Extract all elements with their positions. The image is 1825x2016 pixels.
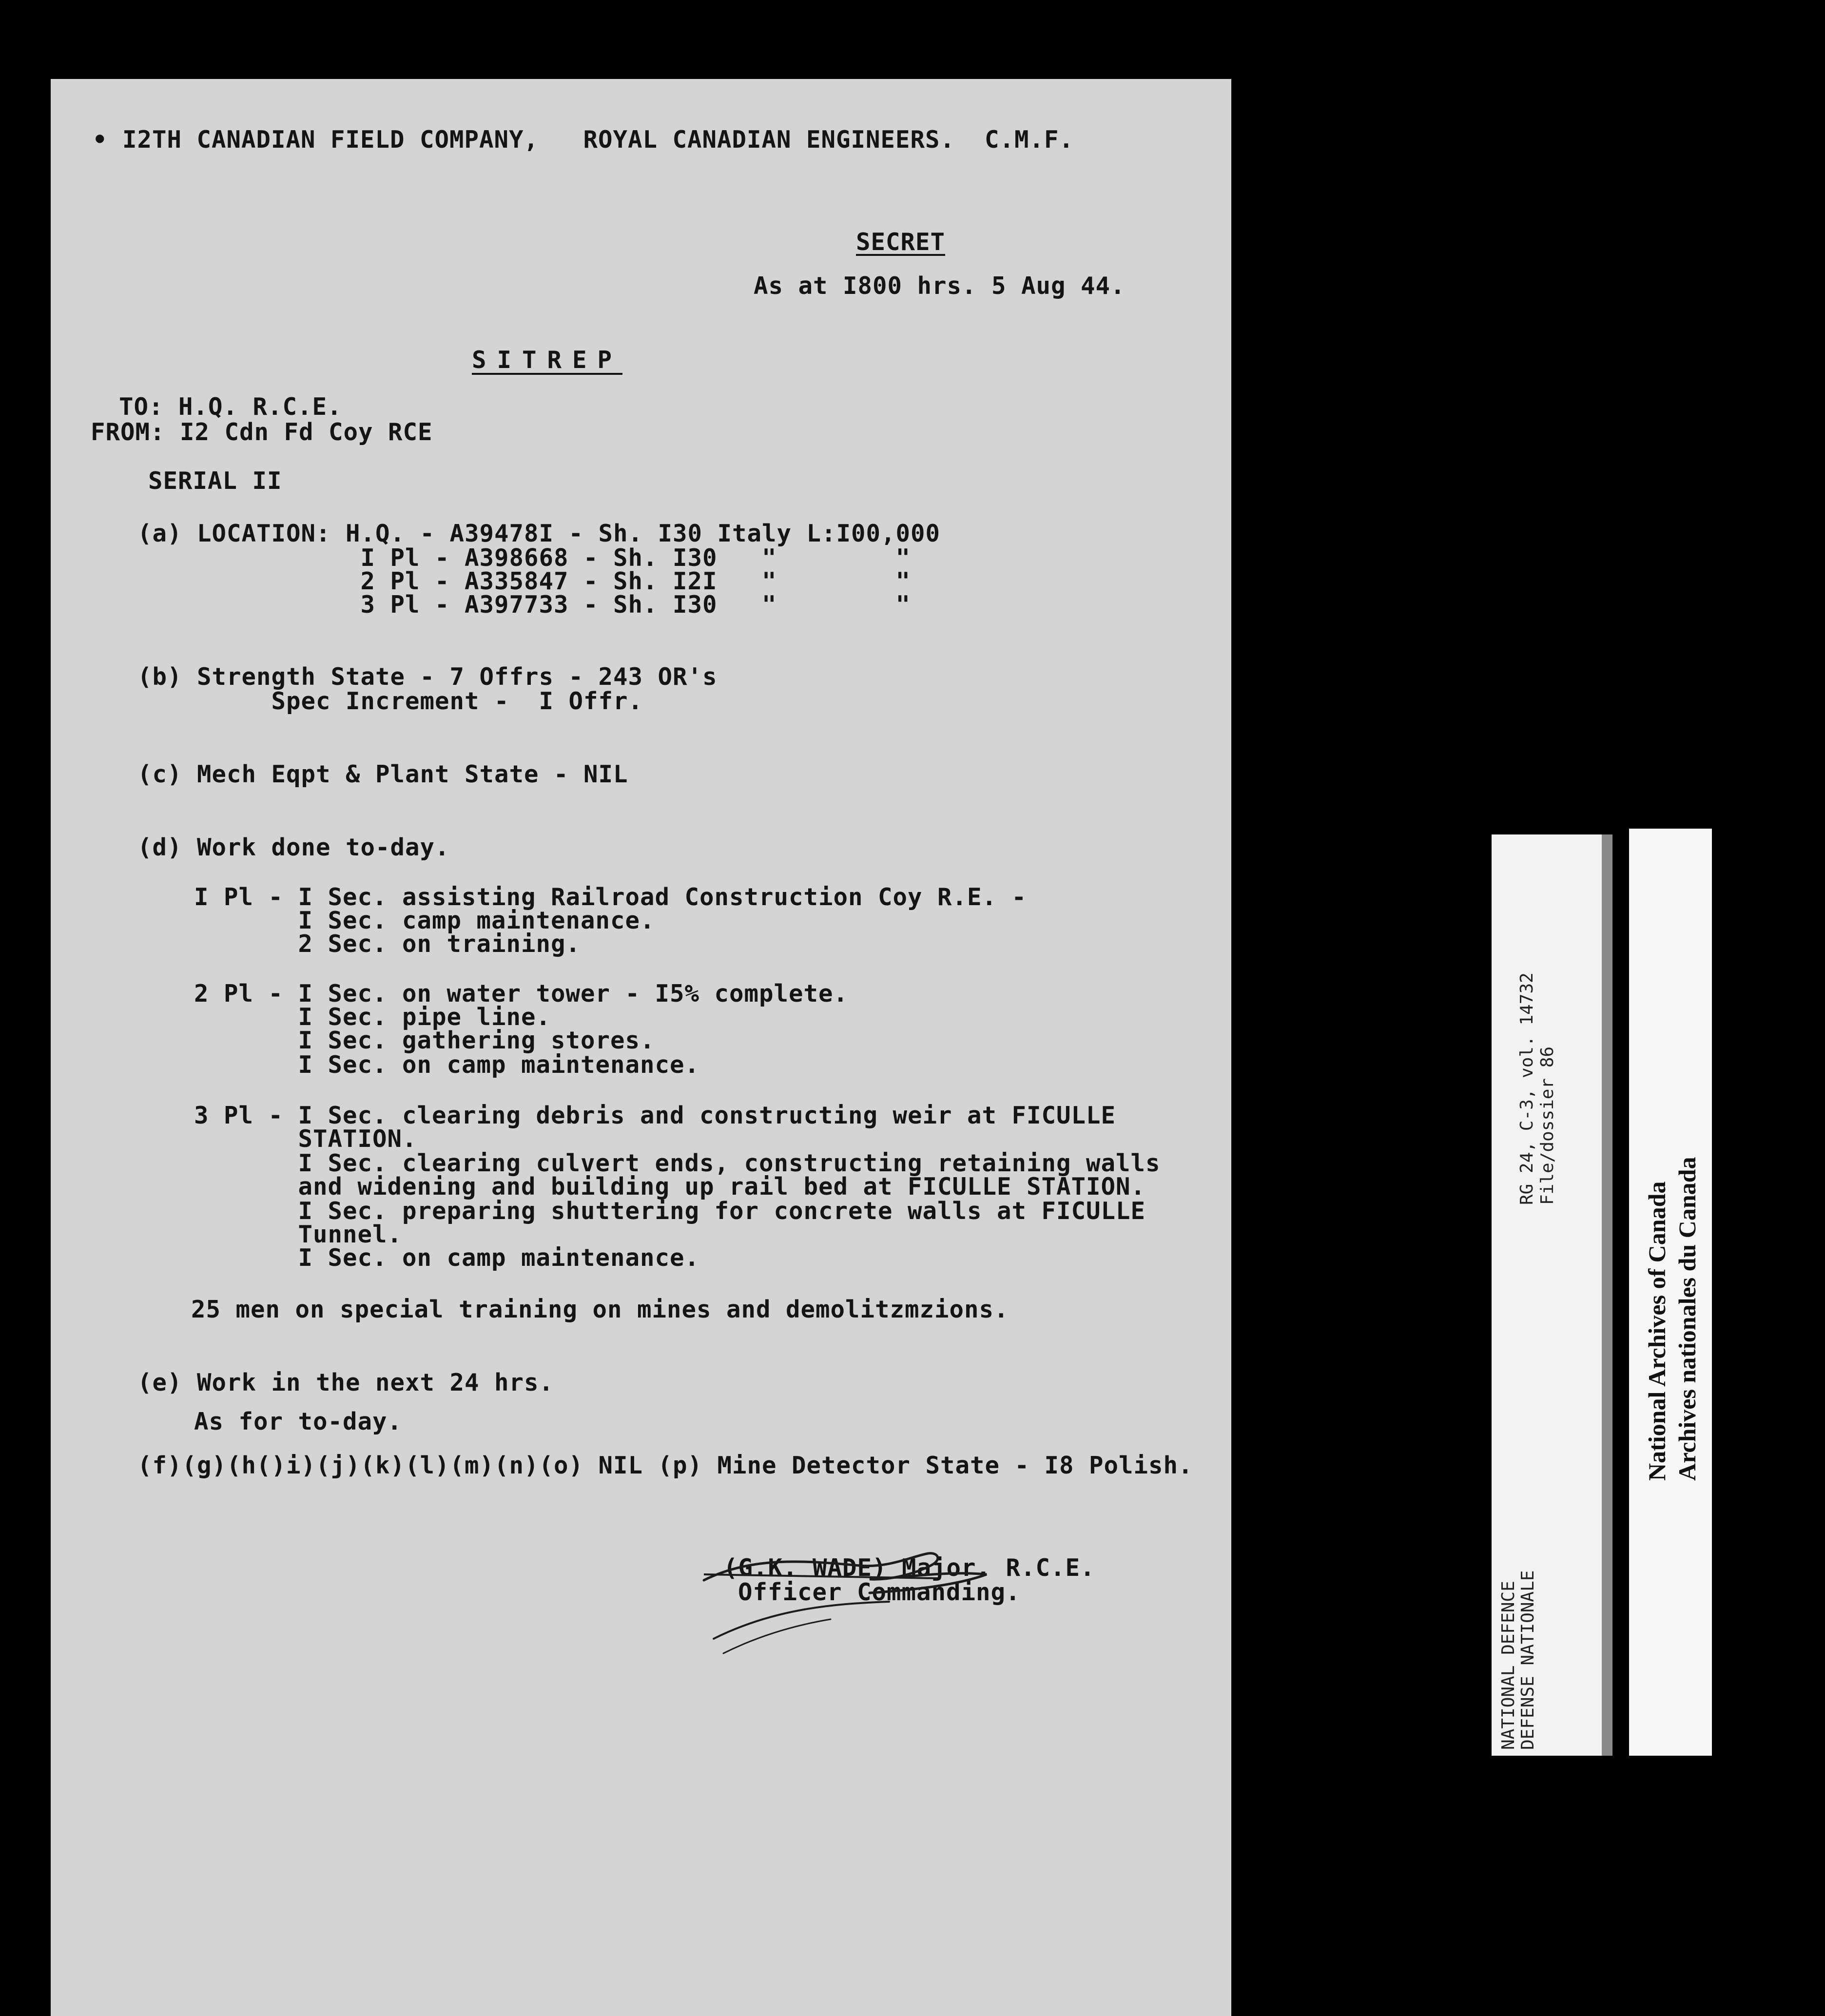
work-heading: (d) Work done to-day.	[137, 834, 450, 861]
next-work-body: As for to-day.	[194, 1408, 403, 1435]
classification-mark: SECRET	[856, 228, 946, 256]
document-header: • I2TH CANADIAN FIELD COMPANY, ROYAL CANADIAN ENGINEERS. C.M.F.	[93, 126, 1074, 154]
archives-name-en: National Archives of Canada	[1643, 1181, 1670, 1481]
tab-divider	[1602, 834, 1612, 1756]
platoon-work-line: I Sec. on camp maintenance.	[194, 1051, 700, 1079]
platoon-work-line: I Sec. gathering stores.	[194, 1027, 655, 1054]
archives-name-fr: Archives nationales du Canada	[1673, 1157, 1701, 1481]
defence-label-fr: DEFENSE NATIONALE	[1518, 1570, 1538, 1750]
handwritten-signature	[684, 1551, 1065, 1673]
special-training-line: 25 men on special training on mines and demolitzmzions.	[191, 1296, 1009, 1323]
platoon-work-line: and widening and building up rail bed at FICULLE STATION.	[194, 1173, 1146, 1201]
platoon-work-line: Tunnel.	[194, 1221, 403, 1248]
signature-role: Officer Commanding.	[738, 1578, 1021, 1606]
platoon-work-line: I Sec. camp maintenance.	[194, 907, 655, 934]
platoon-work-line: I Pl - I Sec. assisting Railroad Construction Coy R.E. -	[194, 883, 1027, 911]
defence-label-en: NATIONAL DEFENCE	[1498, 1581, 1518, 1750]
location-line: (a) LOCATION: H.Q. - A39478I - Sh. I30 Italy L:I00,000	[137, 520, 941, 547]
archive-reference-tab	[1492, 834, 1602, 1756]
location-line: 2 Pl - A335847 - Sh. I2I " "	[137, 567, 911, 595]
platoon-work-line: 2 Pl - I Sec. on water tower - I5% complete.	[194, 980, 849, 1008]
archive-file-number: File/dossier 86	[1537, 1046, 1557, 1205]
archive-reference: RG 24, C-3, vol. 14732	[1517, 972, 1537, 1205]
signature-name: (G.K. WADE) Major. R.C.E.	[723, 1554, 1095, 1582]
platoon-work-line: I Sec. on camp maintenance.	[194, 1244, 700, 1272]
from-line: FROM: I2 Cdn Fd Coy RCE	[91, 418, 433, 446]
as-at-date: As at I800 hrs. 5 Aug 44.	[754, 272, 1126, 300]
location-line: 3 Pl - A397733 - Sh. I30 " "	[137, 591, 911, 619]
serial-number: SERIAL II	[148, 467, 282, 495]
next-work-heading: (e) Work in the next 24 hrs.	[137, 1369, 554, 1396]
archives-label-tab	[1629, 829, 1712, 1756]
document-page	[51, 79, 1231, 2016]
nil-detector-line: (f)(g)(h()i)(j)(k)(l)(m)(n)(o) NIL (p) Mine Detector State - I8 Polish.	[137, 1452, 1193, 1479]
platoon-work-line: I Sec. preparing shuttering for concrete walls at FICULLE	[194, 1197, 1146, 1225]
platoon-work-line: I Sec. clearing culvert ends, constructing retaining walls	[194, 1149, 1161, 1177]
strength-line: (b) Strength State - 7 Offrs - 243 OR's	[137, 663, 718, 691]
to-line: TO: H.Q. R.C.E.	[119, 393, 342, 421]
document-title: SITREP	[472, 346, 623, 374]
location-line: I Pl - A398668 - Sh. I30 " "	[137, 544, 911, 572]
platoon-work-line: STATION.	[194, 1125, 417, 1153]
platoon-work-line: 3 Pl - I Sec. clearing debris and constructing weir at FICULLE	[194, 1102, 1116, 1129]
platoon-work-line: 2 Sec. on training.	[194, 930, 581, 958]
mech-state-line: (c) Mech Eqpt & Plant State - NIL	[137, 760, 628, 788]
strength-line: Spec Increment - I Offr.	[137, 687, 643, 715]
platoon-work-line: I Sec. pipe line.	[194, 1003, 551, 1031]
